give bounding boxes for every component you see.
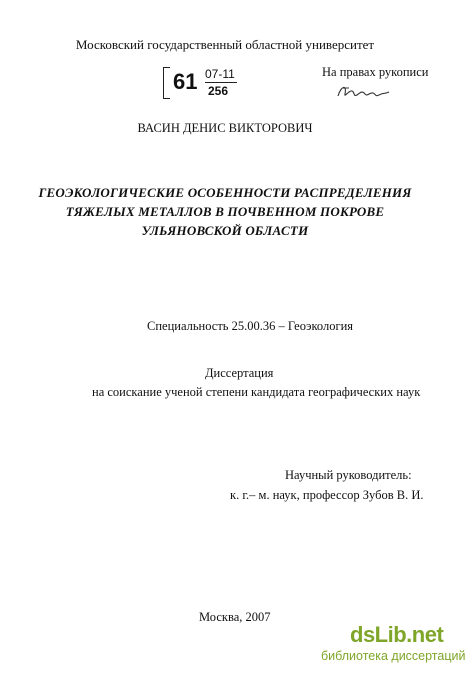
advisor-label: Научный руководитель:: [285, 468, 412, 482]
advisor-name: к. г.– м. наук, профессор Зубов В. И.: [230, 488, 424, 502]
stamp-bracket: [163, 67, 170, 99]
stamp-bottom-number: 256: [208, 84, 229, 98]
stamp-top-number: 07-11: [205, 67, 235, 81]
handwritten-signature: [335, 82, 393, 102]
watermark-logo: dsLib.net: [350, 622, 444, 647]
university-name: Московский государственный областной университет: [75, 37, 375, 52]
dissertation-label: Диссертация: [205, 366, 274, 380]
stamp-divider: [205, 82, 237, 83]
rights-notice: На правах рукописи: [322, 65, 429, 79]
dissertation-title-line-2: ТЯЖЕЛЫХ МЕТАЛЛОВ В ПОЧВЕННОМ ПОКРОВЕ: [65, 204, 385, 219]
dissertation-title-line-1: ГЕОЭКОЛОГИЧЕСКИЕ ОСОБЕННОСТИ РАСПРЕДЕЛЕНИЯ: [38, 185, 412, 200]
city-year: Москва, 2007: [199, 610, 271, 624]
author-name: ВАСИН ДЕНИС ВИКТОРОВИЧ: [137, 121, 313, 135]
specialty-line: Специальность 25.00.36 – Геоэкология: [147, 319, 354, 333]
library-stamp: [163, 67, 259, 101]
dissertation-title-line-3: УЛЬЯНОВСКОЙ ОБЛАСТИ: [141, 223, 309, 238]
stamp-main-number: 61: [173, 69, 198, 94]
degree-line: на соискание ученой степени кандидата географических наук: [92, 385, 421, 399]
watermark-tagline: библиотека диссертаций: [321, 649, 465, 663]
